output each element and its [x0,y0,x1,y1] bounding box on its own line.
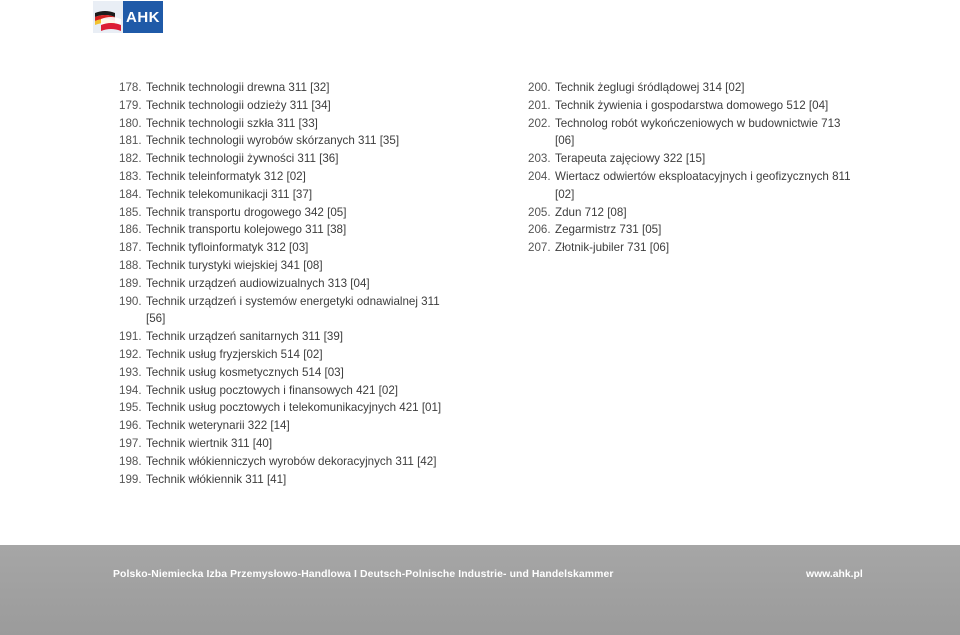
list-item-number: 203. [528,152,551,166]
list-item-text: Technik technologii odzieży 311 [34] [146,98,331,112]
list-item-text: Technik włókiennik 311 [41] [146,472,287,486]
list-item [119,328,459,346]
list-item [119,293,459,329]
list-item-text: Technik urządzeń audiowizualnych 313 [04] [146,276,370,290]
list-item-number: 205. [528,205,551,219]
footer-organization: Polsko-Niemiecka Izba Przemysłowo-Handlowa I Deutsch-Polnische Industrie- und Handelskammer [113,569,614,580]
list-item-text: Technik technologii żywności 311 [36] [146,152,339,166]
list-item [119,453,459,471]
list-item [119,186,459,204]
list-item-number: 187. [119,241,142,255]
list-item-text: Technik turystyki wiejskiej 341 [08] [146,258,323,272]
list-item [119,97,459,115]
list-item-text: Technik teleinformatyk 312 [02] [146,169,306,183]
list-item [528,97,858,115]
list-item-number: 206. [528,223,551,237]
list-item-text: Wiertacz odwiertów eksploatacyjnych i geofizycznych 811 [02] [555,169,851,201]
list-item-number: 190. [119,294,142,308]
list-item-text: Technik technologii wyrobów skórzanych 311 [35] [146,134,400,148]
list-item-number: 191. [119,330,142,344]
ahk-logo [93,1,163,33]
list-item-text: Technik transportu kolejowego 311 [38] [146,223,347,237]
list-item-text: Technik żeglugi śródlądowej 314 [02] [555,81,745,94]
list-item-number: 199. [119,472,142,486]
list-item [119,221,459,239]
right-column-list [528,79,858,257]
list-item-number: 198. [119,454,142,468]
list-item [528,221,858,239]
footer-bar [0,545,960,635]
list-item-text: Technik transportu drogowego 342 [05] [146,205,347,219]
list-item [119,239,459,257]
list-item-number: 180. [119,116,142,130]
list-item-text: Technik wiertnik 311 [40] [146,436,273,450]
list-item [119,168,459,186]
list-item-number: 181. [119,134,142,148]
list-item-text: Technik telekomunikacji 311 [37] [146,187,313,201]
list-item-text: Technik urządzeń i systemów energetyki odnawialnej 311 [56] [146,294,440,326]
list-item-text: Technik technologii drewna 311 [32] [146,81,330,94]
list-item-number: 197. [119,436,142,450]
list-item-number: 195. [119,401,142,415]
list-item [528,168,858,204]
list-item-number: 200. [528,81,551,94]
list-item-number: 196. [119,419,142,433]
list-item-number: 184. [119,187,142,201]
list-item [528,204,858,222]
list-item-text: Technik urządzeń sanitarnych 311 [39] [146,330,343,344]
flag-emblem-icon [93,1,123,33]
list-item-number: 193. [119,365,142,379]
list-item [119,435,459,453]
list-item [119,399,459,417]
list-item-text: Technik usług fryzjerskich 514 [02] [146,347,323,361]
list-item [119,471,459,489]
list-item [119,346,459,364]
list-item-number: 202. [528,116,551,130]
ahk-brand-text: AHK [123,1,163,33]
list-item [119,257,459,275]
list-item [528,79,858,97]
list-item-text: Technik technologii szkła 311 [33] [146,116,318,130]
list-item [119,364,459,382]
list-item [528,115,858,151]
list-item-number: 204. [528,169,551,183]
list-item-text: Terapeuta zajęciowy 322 [15] [555,152,706,166]
list-item-text: Technolog robót wykończeniowych w budownictwie 713 [06] [555,116,841,148]
list-item-number: 192. [119,347,142,361]
list-item-text: Technik usług pocztowych i telekomunikacyjnych 421 [01] [146,401,442,415]
list-item-number: 185. [119,205,142,219]
list-item [119,417,459,435]
list-item [119,204,459,222]
list-item [119,382,459,400]
list-item-text: Technik usług pocztowych i finansowych 421 [02] [146,383,398,397]
list-item-number: 194. [119,383,142,397]
list-item-number: 182. [119,152,142,166]
list-item [528,239,858,257]
list-item [119,275,459,293]
list-item-text: Zdun 712 [08] [555,205,627,219]
list-item-number: 186. [119,223,142,237]
footer-website-link[interactable]: www.ahk.pl [806,569,863,580]
list-item-number: 178. [119,81,142,94]
list-item-text: Technik weterynarii 322 [14] [146,419,290,433]
list-item-text: Złotnik-jubiler 731 [06] [555,241,670,255]
list-item-number: 183. [119,169,142,183]
list-item-text: Technik żywienia i gospodarstwa domowego 512 [04] [555,98,829,112]
list-item-number: 179. [119,98,142,112]
list-item [528,150,858,168]
list-item-text: Technik usług kosmetycznych 514 [03] [146,365,344,379]
list-item [119,132,459,150]
list-item-number: 207. [528,241,551,255]
list-item-text: Technik włókienniczych wyrobów dekoracyjnych 311 [42] [146,454,437,468]
left-column-list [119,79,459,488]
list-item-number: 201. [528,98,551,112]
list-item-number: 189. [119,276,142,290]
list-item-number: 188. [119,258,142,272]
list-item-text: Technik tyfloinformatyk 312 [03] [146,241,309,255]
list-item-text: Zegarmistrz 731 [05] [555,223,662,237]
list-item [119,115,459,133]
list-item [119,79,459,97]
list-item [119,150,459,168]
